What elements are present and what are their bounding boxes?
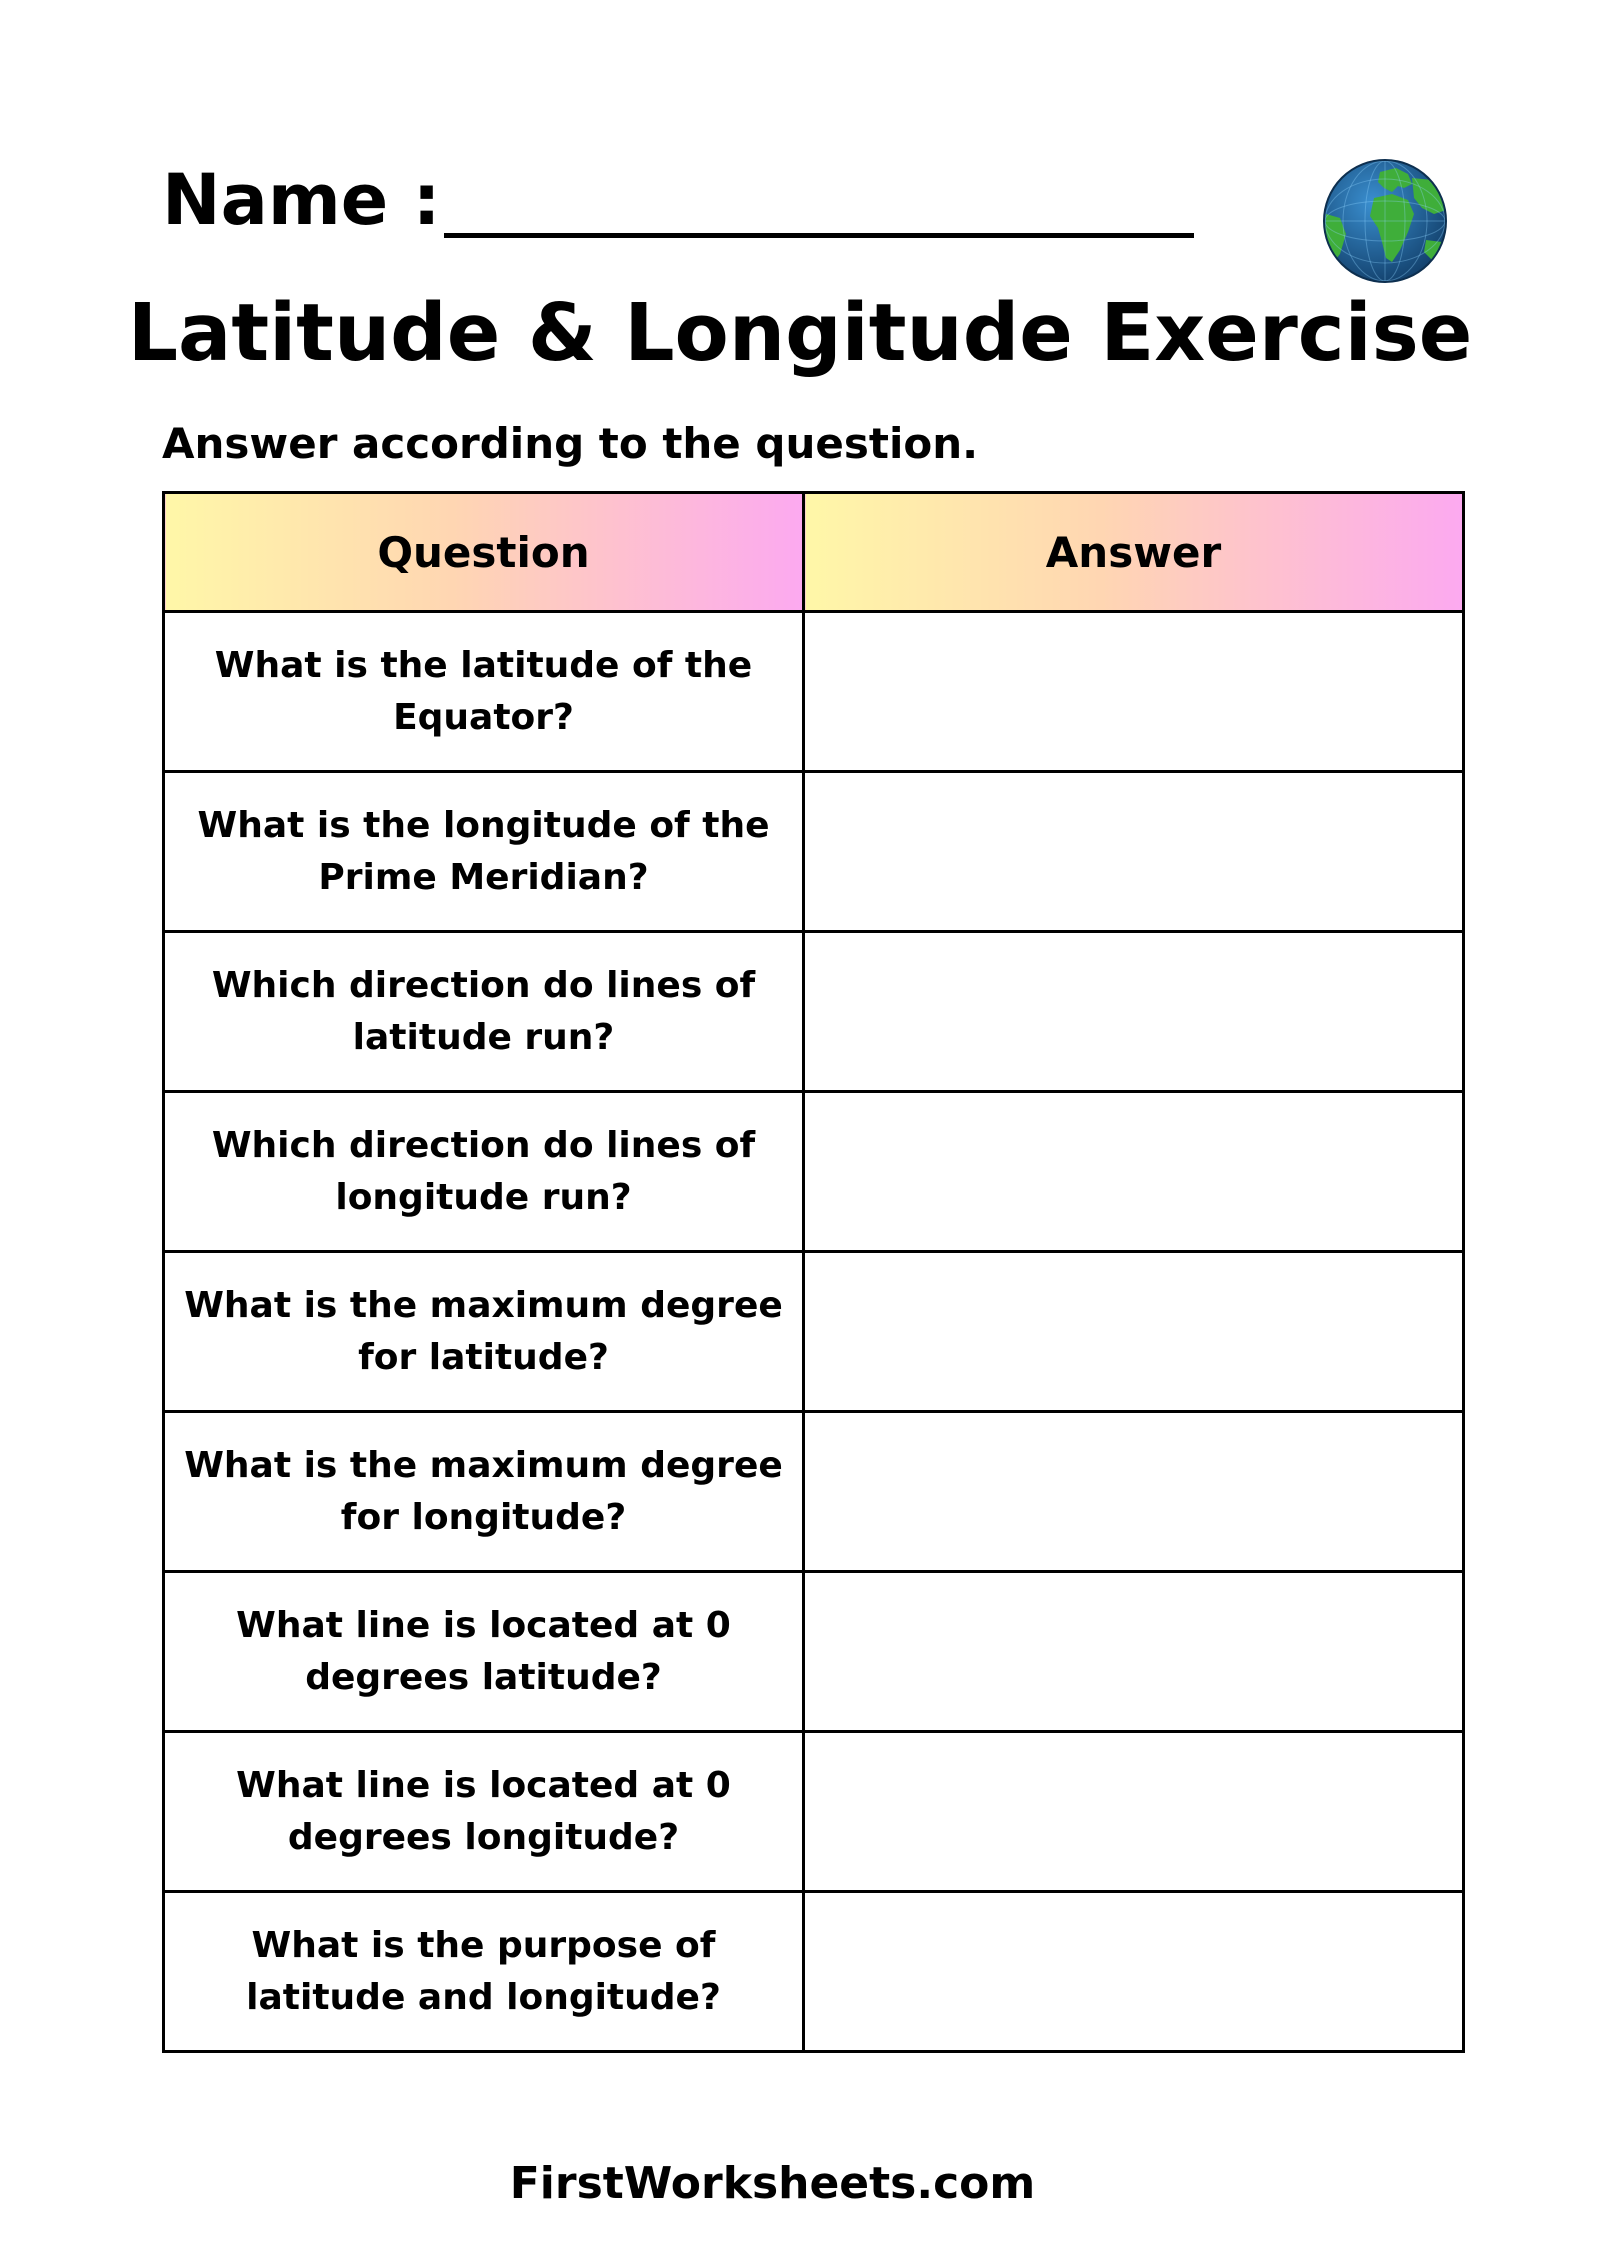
table-row: [164, 1092, 1464, 1252]
name-row: [162, 155, 1222, 245]
footer-site-name: FirstWorksheets.com: [509, 2158, 1036, 2209]
answer-cell[interactable]: [804, 932, 1464, 1092]
table-row: [164, 1252, 1464, 1412]
question-cell: What is the longitude of the Prime Meridian?: [164, 772, 804, 932]
table-row: [164, 772, 1464, 932]
question-cell: What is the maximum degree for longitude?: [164, 1412, 804, 1572]
table-row: [164, 1572, 1464, 1732]
question-cell: What is the maximum degree for latitude?: [164, 1252, 804, 1412]
table-row: [164, 1892, 1464, 2052]
answer-cell[interactable]: [804, 1252, 1464, 1412]
answer-cell[interactable]: [804, 1412, 1464, 1572]
answer-cell[interactable]: [804, 1732, 1464, 1892]
table-row: [164, 932, 1464, 1092]
question-cell: What is the purpose of latitude and longitude?: [164, 1892, 804, 2052]
page-title: Latitude & Longitude Exercise: [127, 287, 1473, 379]
table-header-row: [164, 493, 1464, 612]
exercise-table: [162, 491, 1465, 2053]
question-cell: Which direction do lines of latitude run?: [164, 932, 804, 1092]
question-cell: What line is located at 0 degrees latitude?: [164, 1572, 804, 1732]
globe-icon: [1322, 158, 1448, 284]
table-row: [164, 1412, 1464, 1572]
answer-cell[interactable]: [804, 1572, 1464, 1732]
answer-cell[interactable]: [804, 1092, 1464, 1252]
name-label: Name :: [162, 159, 441, 241]
column-header-question: Question: [164, 493, 804, 612]
question-cell: Which direction do lines of longitude run?: [164, 1092, 804, 1252]
question-cell: What is the latitude of the Equator?: [164, 612, 804, 772]
answer-cell[interactable]: [804, 1892, 1464, 2052]
table-row: [164, 1732, 1464, 1892]
instruction-text: Answer according to the question.: [162, 419, 979, 468]
answer-cell[interactable]: [804, 772, 1464, 932]
question-cell: What line is located at 0 degrees longitude?: [164, 1732, 804, 1892]
name-input-line[interactable]: [444, 233, 1194, 238]
table-row: [164, 612, 1464, 772]
column-header-answer: Answer: [804, 493, 1464, 612]
answer-cell[interactable]: [804, 612, 1464, 772]
